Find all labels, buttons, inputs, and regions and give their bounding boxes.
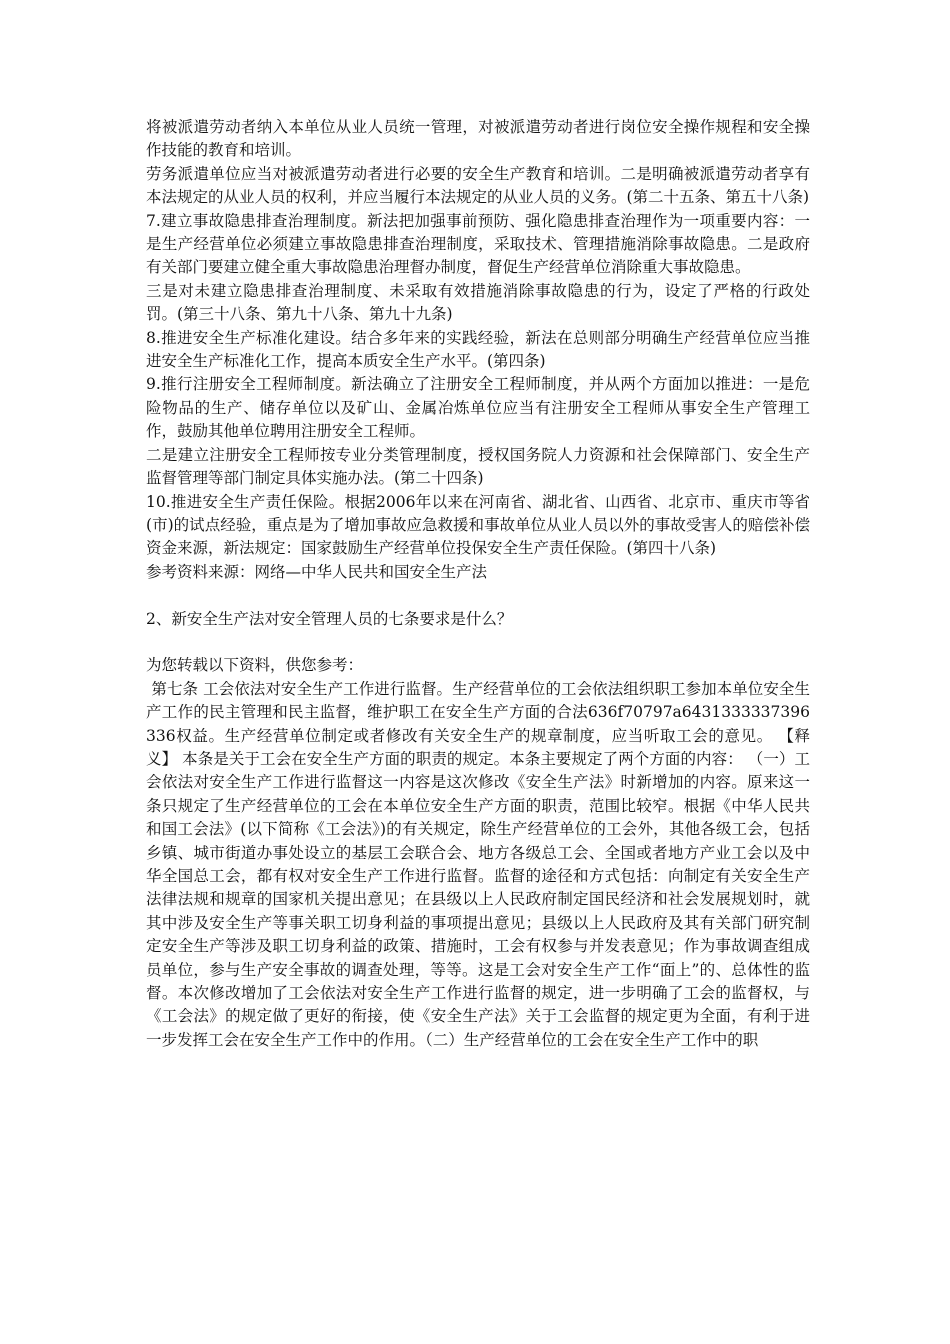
question-heading: 2、新安全生产法对安全管理人员的七条要求是什么？ <box>146 609 513 628</box>
intro-line: 为您转载以下资料，供您参考： <box>146 656 364 675</box>
paragraph-administrative-penalty: 三是对未建立隐患排查治理制度、未采取有效措施消除事故隐患的行为，设定了严格的行政处罚。(第三十八条、第九十八条、第九十九条) <box>146 281 810 324</box>
spacer <box>146 584 810 607</box>
paragraph-dispatched-workers-management: 将被派遣劳动者纳入本单位从业人员统一管理，对被派遣劳动者进行岗位安全操作规程和安全操作技能的教育和培训。 <box>146 118 810 160</box>
article-seven-body: 第七条 工会依法对安全生产工作进行监督。生产经营单位的工会依法组织职工参加本单位安全生产工作的民主管理和民主监督，维护职工在安全生产方面的合法636f70797a6431333337396336权益。生产经营单位制定或者修改有关安全生产的规章制度，应当听取工会的意见。 【释义】 本条是关于工会在安全生产方面的职责的规定。本条主要规定了两个方面的内容： （一）工会依法对安全生产工作进行监督这一内容是这次修改《安全生产法》时新增加的内容。原来这一条只规定了生产经营单位的工会在本单位安全生产方面的职责，范围比较窄。根据《中华人民共和国工会法》(以下简称《工会法》)的有关规定，除生产经营单位的工会外，其他各级工会，包括乡镇、城市街道办事处设立的基层工会联合会、地方各级总工会、全国或者地方产业工会以及中华全国总工会，都有权对安全生产工作进行监督。监督的途径和方式包括：向制定有关安全生产法律法规和规章的国家机关提出意见；在县级以上人民政府制定国民经济和社会发展规划时，就其中涉及安全生产等事关职工切身利益的事项提出意见；县级以上人民政府及其有关部门研究制定安全生产等涉及职工切身利益的政策、措施时，工会有权参与并发表意见；作为事故调查组成员单位，参与生产安全事故的调查处理，等等。这是工会对安全生产工作“面上”的、总体性的监督。本次修改增加了工会依法对安全生产工作进行监督的规定，进一步明确了工会的监督权，与《工会法》的规定做了更好的衔接，使《安全生产法》关于工会监督的规定更为全面，有利于进一步发挥工会在安全生产工作中的作用。（二）生产经营单位的工会在安全生产工作中的职 <box>146 679 810 1049</box>
document-page <box>146 116 810 1052</box>
paragraph-liability-insurance: 10.推进安全生产责任保险。根据2006年以来在河南省、湖北省、山西省、北京市、重庆市等省(市)的试点经验，重点是为了增加事故应急救援和事故单位从业人员以外的事故受害人的赔偿补偿资金来源，新法规定：国家鼓励生产经营单位投保安全生产责任保险。(第四十八条) <box>146 492 810 558</box>
paragraph-registered-engineer: 9.推行注册安全工程师制度。新法确立了注册安全工程师制度，并从两个方面加以推进：一是危险物品的生产、储存单位以及矿山、金属冶炼单位应当有注册安全工程师从事安全生产管理工作，鼓励其他单位聘用注册安全工程师。 <box>146 375 810 441</box>
paragraph-standardization: 8.推进安全生产标准化建设。结合多年来的实践经验，新法在总则部分明确生产经营单位应当推进安全生产标准化工作，提高本质安全生产水平。(第四条) <box>146 328 810 371</box>
spacer <box>146 631 810 654</box>
paragraph-hazard-investigation-system: 7.建立事故隐患排查治理制度。新法把加强事前预防、强化隐患排查治理作为一项重要内容：一是生产经营单位必须建立事故隐患排查治理制度，采取技术、管理措施消除事故隐患。二是政府有关部门要建立健全重大事故隐患治理督办制度，督促生产经营单位消除重大事故隐患。 <box>146 211 810 277</box>
paragraph-reference-source: 参考资料来源：网络—中华人民共和国安全生产法 <box>146 562 488 581</box>
paragraph-dispatch-unit-training: 劳务派遣单位应当对被派遣劳动者进行必要的安全生产教育和培训。二是明确被派遣劳动者享有本法规定的从业人员的权利，并应当履行本法规定的从业人员的义务。(第二十五条、第五十八条) <box>146 164 810 207</box>
paragraph-engineer-classification: 二是建立注册安全工程师按专业分类管理制度，授权国务院人力资源和社会保障部门、安全生产监督管理等部门制定具体实施办法。(第二十四条) <box>146 445 810 488</box>
